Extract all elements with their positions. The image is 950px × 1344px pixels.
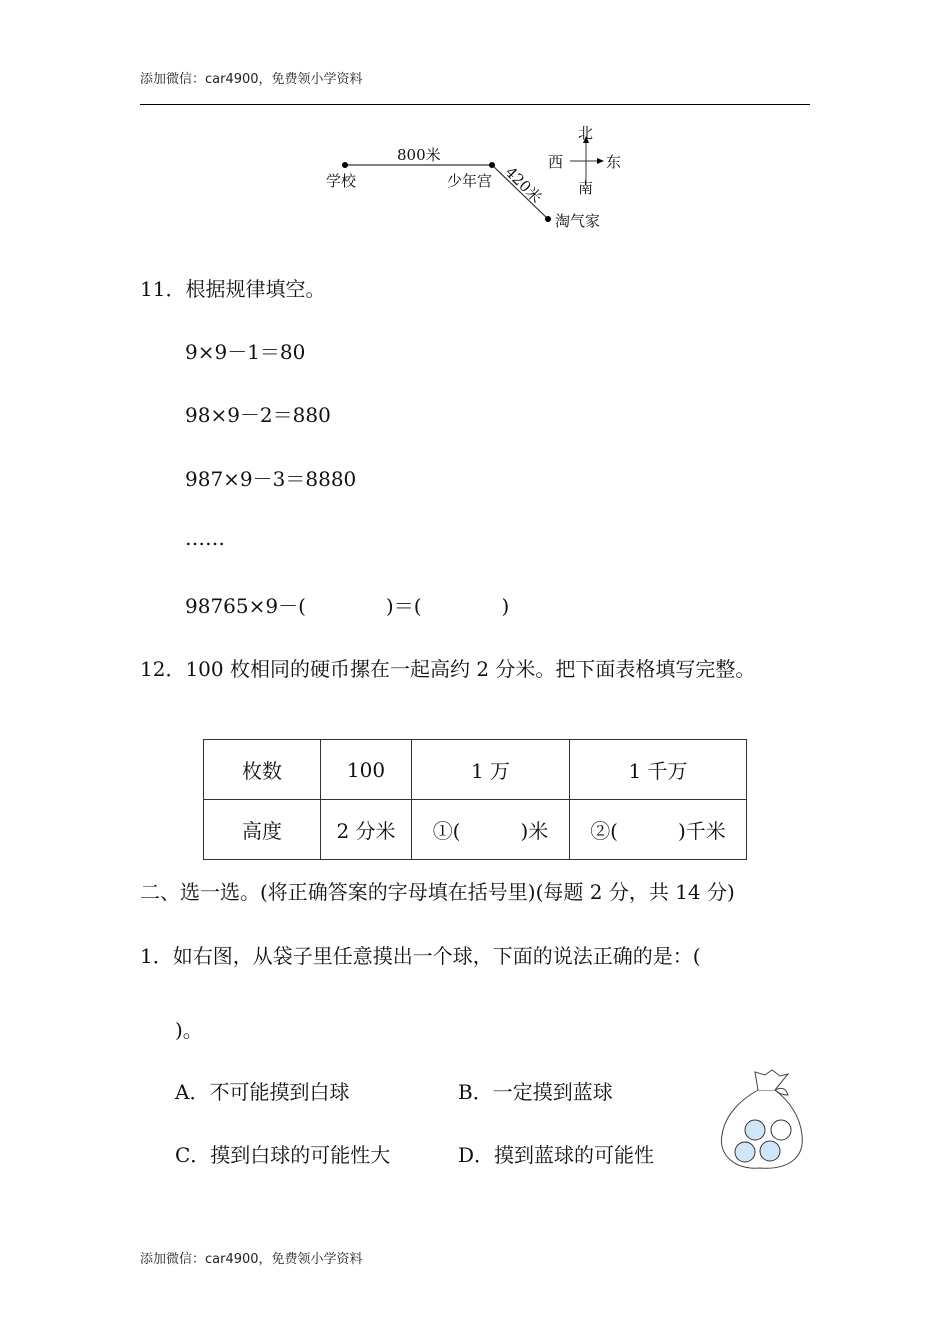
cell: 100 — [321, 740, 412, 800]
cell: 1 千万 — [570, 740, 747, 800]
label-youth-palace: 少年宫 — [447, 172, 493, 190]
option-d[interactable]: D．摸到蓝球的可能性 — [458, 1143, 655, 1167]
cell: 高度 — [204, 800, 321, 860]
label-east: 东 — [606, 153, 622, 171]
q11-line: …… — [185, 526, 225, 550]
cell: 枚数 — [204, 740, 321, 800]
q11-line: 98×9－2＝880 — [185, 403, 331, 427]
label-south: 南 — [578, 179, 594, 197]
label-school: 学校 — [326, 172, 357, 190]
answer-cell[interactable]: ①( )米 — [412, 800, 570, 860]
answer-cell[interactable]: ②( )千米 — [570, 800, 747, 860]
q1-title: 1．如右图，从袋子里任意摸出一个球，下面的说法正确的是：( — [140, 944, 701, 968]
header-rule — [140, 104, 810, 105]
option-c[interactable]: C．摸到白球的可能性大 — [175, 1143, 391, 1167]
cell: 1 万 — [412, 740, 570, 800]
label-north: 北 — [578, 124, 594, 142]
q11-line: 987×9－3＝8880 — [185, 467, 357, 491]
q12-title: 12．100 枚相同的硬币摞在一起高约 2 分米。把下面表格填写完整。 — [140, 657, 756, 681]
footer-text: 添加微信：car4900，免费领小学资料 — [140, 1252, 363, 1267]
q12-table — [203, 739, 747, 860]
q11-line: 9×9－1＝80 — [185, 340, 306, 364]
header-text: 添加微信：car4900，免费领小学资料 — [140, 72, 363, 87]
label-dist1: 800米 — [397, 146, 441, 164]
q11-blank-line[interactable]: 98765×9－( )＝( ) — [185, 594, 510, 618]
ball-bag-image — [700, 1060, 820, 1180]
section-title: 二、选一选。(将正确答案的字母填在括号里)(每题 2 分，共 14 分) — [140, 880, 735, 904]
q11-title: 11．根据规律填空。 — [140, 277, 326, 301]
cell: 2 分米 — [321, 800, 412, 860]
option-b[interactable]: B．一定摸到蓝球 — [458, 1080, 613, 1104]
label-west: 西 — [548, 153, 564, 171]
option-a[interactable]: A．不可能摸到白球 — [175, 1080, 350, 1104]
label-home: 淘气家 — [555, 212, 601, 230]
q1-title-end: )。 — [175, 1018, 203, 1042]
label-dist2: 420米 — [501, 163, 546, 207]
